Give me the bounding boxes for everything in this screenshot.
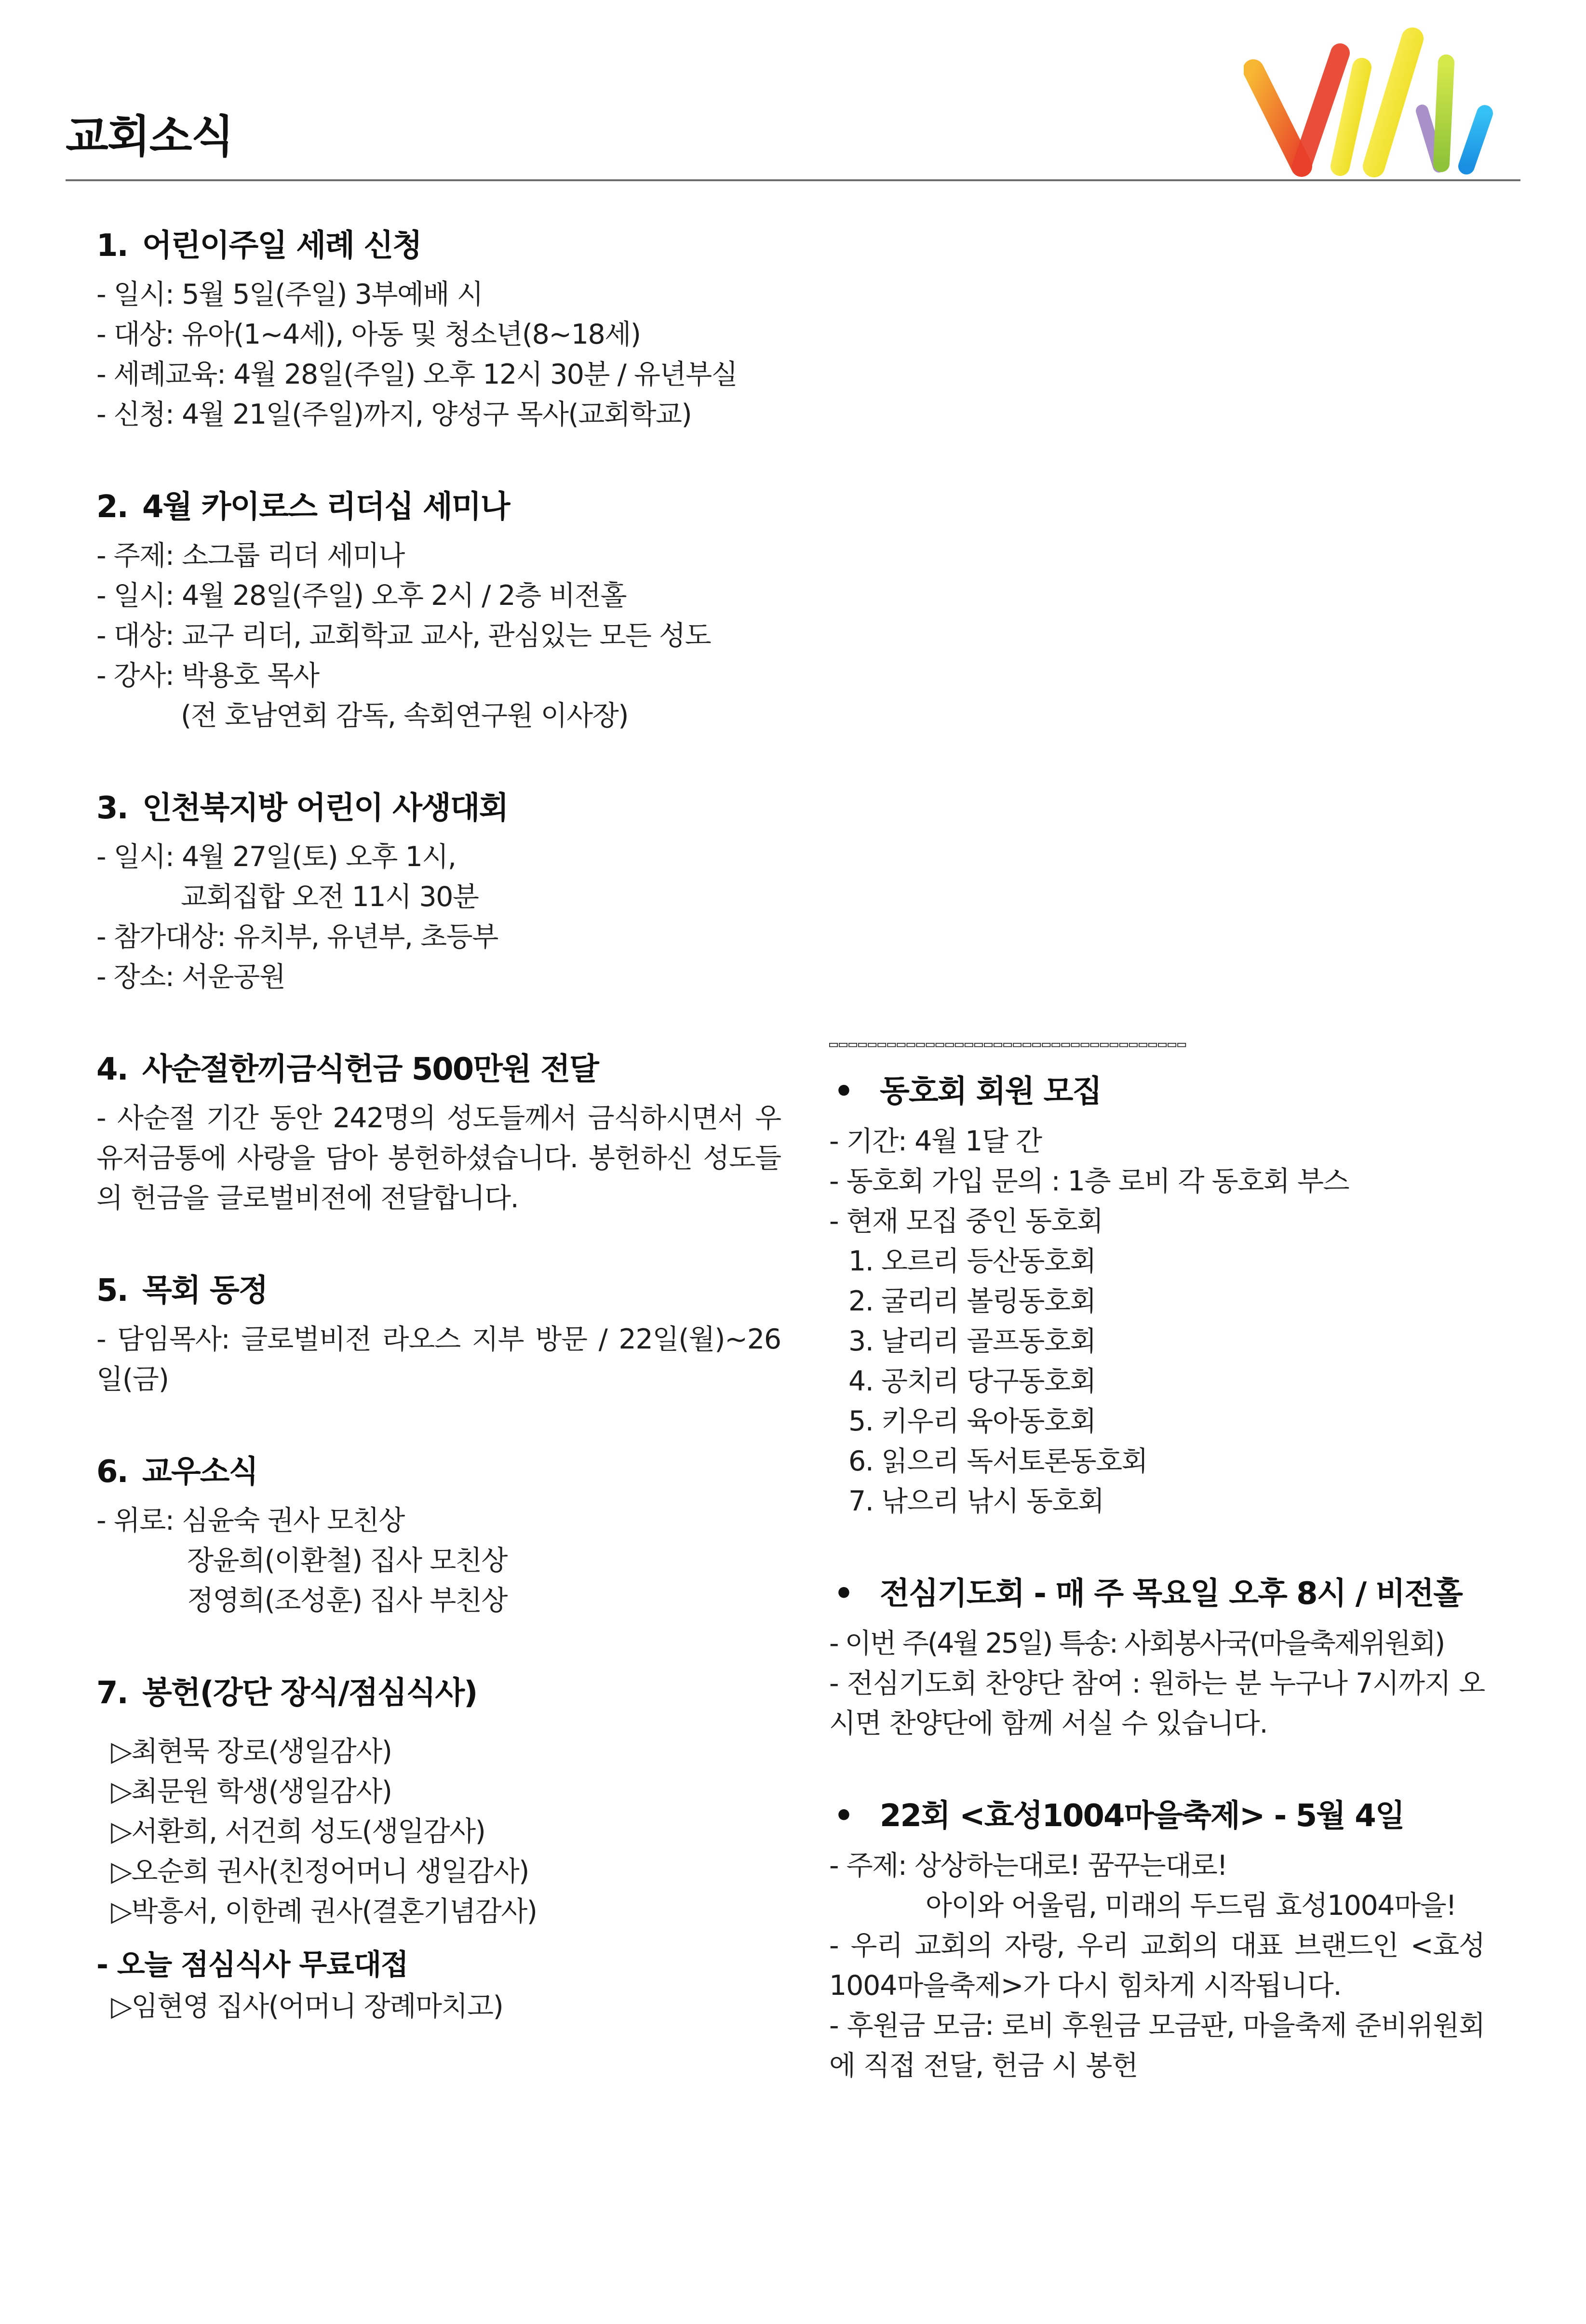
page-title: 교회소식 [66, 111, 233, 162]
info-line: 아이와 어울림, 미래의 두드림 효성1004마을! [926, 1890, 1456, 1922]
section-member-news [96, 1448, 781, 1621]
club-item: 4. 공치리 당구동호회 [848, 1365, 1096, 1397]
info-line: - 현재 모집 중인 동호회 [829, 1205, 1103, 1237]
info-paragraph: - 후원금 모금: 로비 후원금 모금판, 마을축제 준비위원회에 직접 전달, 헌금 시 봉헌 [829, 2010, 1485, 2082]
section-leadership-seminar [96, 483, 781, 736]
decorative-divider: ▭▭▭▭▭▭▭▭▭▭▭▭▭▭▭▭▭▭▭▭▭▭▭▭▭▭▭▭▭▭▭▭▭▭▭▭▭ [829, 1036, 1187, 1053]
info-line: - 신청: 4월 21일(주일)까지, 양성구 목사(교회학교) [96, 399, 692, 430]
section-title: 6. 교우소식 [96, 1454, 258, 1490]
section-club-recruit [829, 1068, 1485, 1522]
section-title: • 22회 <효성1004마을축제> - 5월 4일 [834, 1798, 1404, 1834]
logo-stroke-yellow-b [1374, 39, 1412, 166]
logo-stroke-blue [1466, 113, 1485, 166]
info-line: - 세례교육: 4월 28일(주일) 오후 12시 30분 / 유년부실 [96, 359, 738, 390]
info-line: - 대상: 유아(1~4세), 아동 및 청소년(8~18세) [96, 319, 641, 350]
info-paragraph: - 우리 교회의 자랑, 우리 교회의 대표 브랜드인 <효성1004마을축제>가 다시 힘차게 시작됩니다. [829, 1930, 1485, 2002]
section-title: 3. 인천북지방 어린이 사생대회 [96, 790, 508, 826]
section-title: 5. 목회 동정 [96, 1273, 268, 1309]
offering-item: ▷박흥서, 이한례 권사(결혼기념감사) [111, 1896, 537, 1927]
section-offering [96, 1669, 781, 2027]
right-column [829, 1068, 1485, 2086]
section-drawing-contest [96, 784, 781, 997]
logo-stroke-yellow-a [1340, 67, 1362, 166]
section-pastor-news [96, 1267, 781, 1400]
info-line: 정영희(조성훈) 집사 부친상 [187, 1585, 507, 1616]
club-item: 5. 키우리 육아동호회 [848, 1405, 1096, 1437]
info-paragraph: - 전심기도회 찬양단 참여 : 원하는 분 누구나 7시까지 오시면 찬양단에 함께 서실 수 있습니다. [829, 1668, 1485, 1739]
club-item: 2. 굴리리 볼링동호회 [848, 1285, 1096, 1317]
section-prayer-meeting [829, 1570, 1485, 1744]
club-item: 1. 오르리 등산동호회 [848, 1245, 1096, 1277]
left-column [96, 222, 781, 2027]
info-line: - 일시: 5월 5일(주일) 3부예배 시 [96, 279, 483, 310]
lunch-title: - 오늘 점심식사 무료대접 [96, 1948, 408, 1982]
info-line: - 대상: 교구 리더, 교회학교 교사, 관심있는 모든 성도 [96, 620, 711, 652]
info-paragraph: - 담임목사: 글로벌비전 라오스 지부 방문 / 22일(월)~26일(금) [96, 1323, 781, 1395]
info-paragraph: - 사순절 기간 동안 242명의 성도들께서 금식하시면서 우유저금통에 사랑을 담아 봉헌하셨습니다. 봉헌하신 성도들의 헌금을 글로벌비전에 전달합니다. [96, 1102, 781, 1214]
info-line: - 참가대상: 유치부, 유년부, 초등부 [96, 921, 498, 953]
logo-stroke-green [1441, 63, 1446, 164]
section-title: • 동호회 회원 모집 [834, 1074, 1102, 1109]
info-line: - 기간: 4월 1달 간 [829, 1125, 1042, 1157]
club-item: 6. 읽으리 독서토론동호회 [848, 1445, 1148, 1477]
logo-stroke-orange [1253, 70, 1302, 166]
club-item: 7. 낚으리 낚시 동호회 [848, 1485, 1104, 1517]
section-title: 7. 봉헌(강단 장식/점심식사) [96, 1675, 477, 1711]
church-logo-icon [1244, 19, 1494, 183]
lunch-item: ▷임현영 집사(어머니 장례마치고) [111, 1990, 503, 2022]
info-line: 교회집합 오전 11시 30분 [181, 881, 479, 913]
info-line: - 주제: 소그룹 리더 세미나 [96, 540, 404, 572]
offering-item: ▷서환희, 서건희 성도(생일감사) [111, 1816, 485, 1847]
section-village-festival [829, 1792, 1485, 2086]
club-item: 3. 날리리 골프동호회 [848, 1325, 1096, 1357]
section-title: 1. 어린이주일 세례 신청 [96, 228, 421, 264]
offering-item: ▷최문원 학생(생일감사) [111, 1776, 392, 1807]
info-line: (전 호남연회 감독, 속회연구원 이사장) [181, 700, 628, 732]
info-line: - 주제: 상상하는대로! 꿈꾸는대로! [829, 1850, 1227, 1882]
section-lent-offering [96, 1045, 781, 1218]
info-line: - 동호회 가입 문의 : 1층 로비 각 동호회 부스 [829, 1165, 1349, 1197]
section-title: • 전심기도회 - 매 주 목요일 오후 8시 / 비전홀 [834, 1576, 1462, 1612]
section-title: 2. 4월 카이로스 리더십 세미나 [96, 489, 510, 525]
info-line: - 장소: 서운공원 [96, 961, 285, 993]
info-line: - 강사: 박용호 목사 [96, 660, 319, 692]
info-line: - 이번 주(4월 25일) 특송: 사회봉사국(마을축제위원회) [829, 1628, 1444, 1659]
section-title: 4. 사순절한끼금식헌금 500만원 전달 [96, 1052, 598, 1087]
info-line: - 위로: 심윤숙 권사 모친상 [96, 1505, 404, 1536]
offering-item: ▷최현묵 장로(생일감사) [111, 1736, 392, 1767]
info-line: 장윤희(이환철) 집사 모친상 [187, 1545, 507, 1576]
info-line: - 일시: 4월 27일(토) 오후 1시, [96, 841, 456, 873]
offering-item: ▷오순희 권사(친정어머니 생일감사) [111, 1856, 529, 1887]
info-line: - 일시: 4월 28일(주일) 오후 2시 / 2층 비전홀 [96, 580, 627, 612]
section-infant-baptism [96, 222, 781, 435]
